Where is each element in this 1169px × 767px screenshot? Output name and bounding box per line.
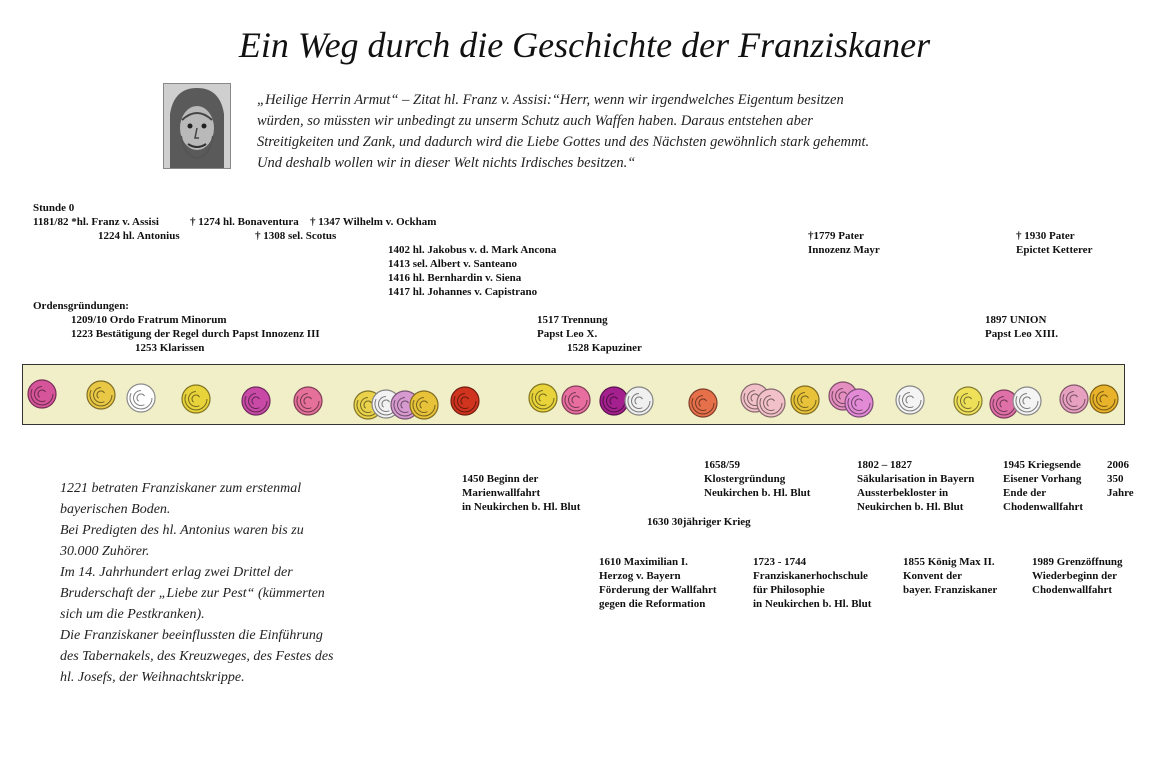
rose-icon <box>954 387 982 415</box>
label-orden-2: 1223 Bestätigung der Regel durch Papst Innozenz III <box>71 328 320 340</box>
label-orden-3: 1253 Klarissen <box>135 342 205 354</box>
label-line: Marienwallfahrt <box>462 487 541 499</box>
rose-icon <box>1013 387 1041 415</box>
label-line: 1897 UNION <box>985 314 1047 326</box>
label-line: Epictet Ketterer <box>1016 244 1093 256</box>
rose-icon <box>451 387 479 415</box>
label-max-ii <box>903 555 997 597</box>
label-line: Wiederbeginn der <box>1032 570 1118 582</box>
label-line: 1802 – 1827 <box>857 459 912 471</box>
label-grenzoeffnung <box>1032 555 1123 597</box>
quote-line: „Heilige Herrin Armut“ – Zitat hl. Franz v. Assisi:“Herr, wenn wir irgendwelches Eigentum besitzen <box>257 92 844 108</box>
label-line: Säkularisation in Bayern <box>857 473 975 485</box>
label-line: Klostergründung <box>704 473 786 485</box>
label-maximilian <box>599 555 717 611</box>
rose-icon <box>242 387 270 415</box>
rose-icon <box>529 384 557 412</box>
label-line: Herzog v. Bayern <box>599 570 681 582</box>
rose-icon <box>1060 385 1088 413</box>
note-line: sich um die Pestkranken). <box>60 607 205 622</box>
quote-line: würden, so müssten wir unbedingt zu unserm Schutz auch Waffen haben. Daraus entstehen aber <box>257 113 813 129</box>
label-line: Konvent der <box>903 570 962 582</box>
rose-icon <box>791 386 819 414</box>
label-line: 1989 Grenzöffnung <box>1032 556 1123 568</box>
label-line: Innozenz Mayr <box>808 244 880 256</box>
rose-icon <box>1090 385 1118 413</box>
note-line: bayerischen Boden. <box>60 502 171 517</box>
label-line: 350 <box>1107 473 1124 485</box>
label-line: Eisener Vorhang <box>1003 473 1082 485</box>
rose-icon <box>87 381 115 409</box>
rose-icon <box>600 387 628 415</box>
label-antonius: 1224 hl. Antonius <box>98 230 180 242</box>
label-line: Neukirchen b. Hl. Blut <box>857 501 964 513</box>
saint-entry: 1413 sel. Albert v. Santeano <box>388 258 517 270</box>
label-line: 1450 Beginn der <box>462 473 539 485</box>
label-line: Franziskanerhochschule <box>753 570 868 582</box>
note-line: 30.000 Zuhörer. <box>60 544 150 559</box>
label-orden-1: 1209/10 Ordo Fratrum Minorum <box>71 314 227 326</box>
quote-line: Und deshalb wollen wir in dieser Welt nichts Irdisches besitzen.“ <box>257 155 636 171</box>
label-line: Jahre <box>1107 487 1134 499</box>
note-line: Im 14. Jahrhundert erlag zwei Drittel der <box>60 565 293 580</box>
rose-icon <box>28 380 56 408</box>
label-saekularisation <box>857 458 974 514</box>
saint-entry: 1417 hl. Johannes v. Capistrano <box>388 286 538 298</box>
label-line: Ende der <box>1003 487 1047 499</box>
rose-icon <box>757 389 785 417</box>
note-line: Die Franziskaner beeinflussten die Einführung <box>60 628 323 643</box>
rose-icon <box>294 387 322 415</box>
label-line: in Neukirchen b. Hl. Blut <box>753 598 872 610</box>
rose-icon <box>845 389 873 417</box>
history-note <box>60 478 390 688</box>
label-line: 1855 König Max II. <box>903 556 995 568</box>
label-line: 1517 Trennung <box>537 314 608 326</box>
label-line: 1723 - 1744 <box>753 556 807 568</box>
label-line: 1945 Kriegsende <box>1003 459 1081 471</box>
rose-icon <box>182 385 210 413</box>
label-line: 1658/59 <box>704 459 741 471</box>
page-title: Ein Weg durch die Geschichte der Franziskaner <box>238 25 931 65</box>
label-ordensgruendungen: Ordensgründungen: <box>33 300 129 312</box>
label-line: gegen die Reformation <box>599 598 706 610</box>
label-bonaventura: † 1274 hl. Bonaventura <box>190 216 299 228</box>
saint-entry: 1402 hl. Jakobus v. d. Mark Ancona <box>388 244 557 256</box>
label-2006 <box>1107 458 1134 500</box>
label-scotus: † 1308 sel. Scotus <box>255 230 337 242</box>
label-krieg: 1630 30jähriger Krieg <box>647 516 751 528</box>
label-line: †1779 Pater <box>808 230 864 242</box>
label-line: Chodenwallfahrt <box>1032 584 1113 596</box>
rose-icon <box>562 386 590 414</box>
quote-line: Streitigkeiten und Zank, und dadurch wird die Liebe Gottes und des Nächsten gewöhnlich stark gehemmt. <box>257 134 870 150</box>
label-klostergruendung <box>704 458 810 500</box>
label-line: Papst Leo XIII. <box>985 328 1059 340</box>
label-line: bayer. Franziskaner <box>903 584 998 596</box>
rose-icon <box>896 386 924 414</box>
rose-icon <box>625 387 653 415</box>
note-line: Bruderschaft der „Liebe zur Pest“ (kümmerten <box>60 586 325 601</box>
note-line: des Tabernakels, des Kreuzweges, des Festes des <box>60 649 334 664</box>
label-stunde-0: Stunde 0 <box>33 202 75 214</box>
label-line: Neukirchen b. Hl. Blut <box>704 487 811 499</box>
label-line: Papst Leo X. <box>537 328 598 340</box>
label-line: Förderung der Wallfahrt <box>599 584 717 596</box>
note-line: 1221 betraten Franziskaner zum erstenmal <box>60 481 302 496</box>
label-line: in Neukirchen b. Hl. Blut <box>462 501 581 513</box>
label-line: † 1930 Pater <box>1016 230 1075 242</box>
label-kriegsende <box>1003 458 1083 514</box>
label-franz: 1181/82 *hl. Franz v. Assisi <box>33 216 159 228</box>
rose-icon <box>127 384 155 412</box>
label-line: 2006 <box>1107 459 1129 471</box>
label-marienwallfahrt <box>462 472 580 514</box>
label-line: Aussterbekloster in <box>857 487 949 499</box>
rose-icon <box>410 391 438 419</box>
label-hochschule <box>753 555 871 611</box>
saint-entry: 1416 hl. Bernhardin v. Siena <box>388 272 522 284</box>
label-line: Chodenwallfahrt <box>1003 501 1084 513</box>
label-ockham: † 1347 Wilhelm v. Ockham <box>310 216 437 228</box>
label-kapuziner: 1528 Kapuziner <box>567 342 642 354</box>
note-line: hl. Josefs, der Weihnachtskrippe. <box>60 670 245 685</box>
rose-icon <box>689 389 717 417</box>
note-line: Bei Predigten des hl. Antonius waren bis zu <box>60 523 304 538</box>
label-line: für Philosophie <box>753 584 825 596</box>
label-line: 1610 Maximilian I. <box>599 556 688 568</box>
